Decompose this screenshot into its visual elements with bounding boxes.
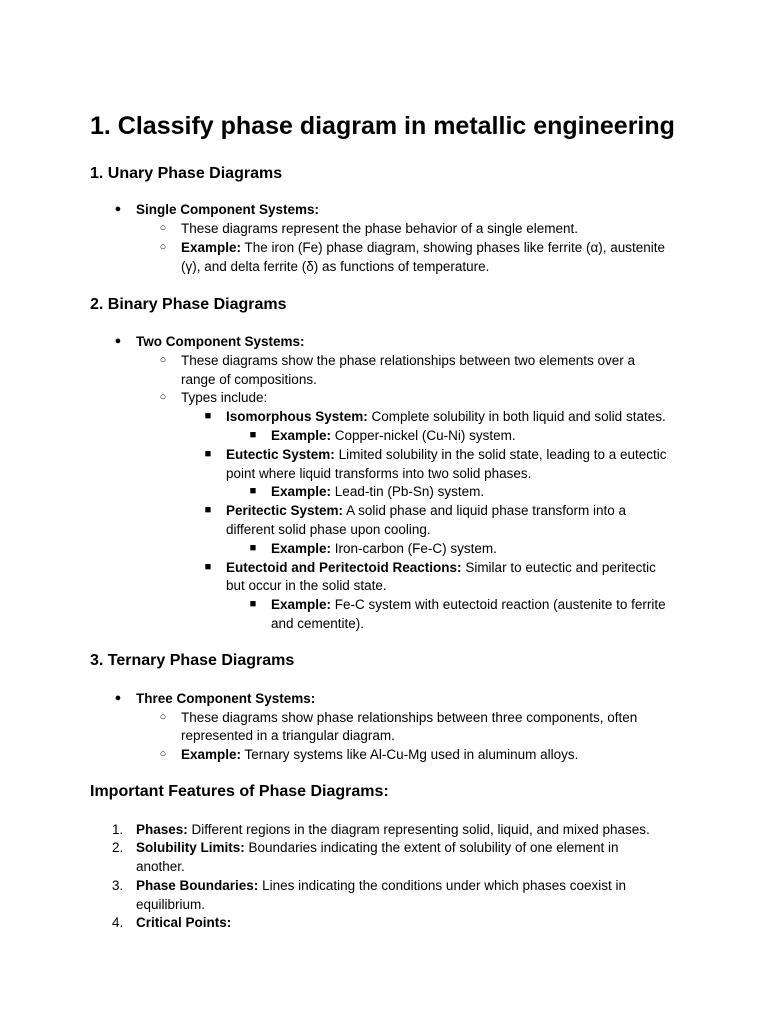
- list-item: Peritectic System: A solid phase and liquid phase transform into a: [226, 503, 627, 518]
- list-item-continuation: another.: [136, 859, 185, 874]
- list-item: Types include:: [181, 390, 268, 405]
- list-item: Example: Lead-tin (Pb-Sn) system.: [271, 484, 485, 499]
- section-heading-unary: 1. Unary Phase Diagrams: [90, 165, 283, 182]
- square-marker: ■: [204, 504, 212, 516]
- square-marker: ■: [249, 542, 257, 554]
- list-item: Single Component Systems:: [136, 202, 320, 217]
- page-title: 1. Classify phase diagram in metallic engineering: [90, 112, 675, 140]
- list-item-continuation: equilibrium.: [136, 897, 206, 912]
- list-item: Two Component Systems:: [136, 334, 305, 349]
- circle-marker: ○: [159, 241, 167, 253]
- square-marker: ■: [249, 598, 257, 610]
- list-item-continuation: and cementite).: [271, 616, 365, 631]
- square-marker: ■: [204, 561, 212, 573]
- list-item-continuation: point where liquid transforms into two solid phases.: [226, 466, 532, 481]
- circle-marker: ○: [159, 354, 167, 366]
- list-item: Critical Points:: [136, 915, 232, 930]
- list-item-continuation: (γ), and delta ferrite (δ) as functions of temperature.: [181, 259, 490, 274]
- section-heading-ternary: 3. Ternary Phase Diagrams: [90, 652, 295, 669]
- list-item-continuation: range of compositions.: [181, 372, 317, 387]
- list-item-continuation: but occur in the solid state.: [226, 578, 387, 593]
- list-item: These diagrams show phase relationships between three components, often: [181, 710, 638, 725]
- square-marker: ■: [204, 410, 212, 422]
- list-item: Isomorphous System: Complete solubility in both liquid and solid states.: [226, 409, 666, 424]
- circle-marker: ○: [159, 711, 167, 723]
- circle-marker: ○: [159, 391, 167, 403]
- square-marker: ■: [204, 448, 212, 460]
- list-item: These diagrams show the phase relationships between two elements over a: [181, 353, 636, 368]
- section-heading-binary: 2. Binary Phase Diagrams: [90, 296, 287, 313]
- list-item: Three Component Systems:: [136, 691, 316, 706]
- circle-marker: ○: [159, 748, 167, 760]
- list-item: Example: Iron-carbon (Fe-C) system.: [271, 541, 497, 556]
- list-item: Example: Fe-C system with eutectoid reaction (austenite to ferrite: [271, 597, 666, 612]
- circle-marker: ○: [159, 222, 167, 234]
- list-item: These diagrams represent the phase behavior of a single element.: [181, 221, 578, 236]
- list-item: Phases: Different regions in the diagram representing solid, liquid, and mixed phases.: [136, 822, 650, 837]
- list-item: Eutectoid and Peritectoid Reactions: Similar to eutectic and peritectic: [226, 560, 656, 575]
- square-marker: ■: [249, 429, 257, 441]
- list-item: Example: Ternary systems like Al-Cu-Mg used in aluminum alloys.: [181, 747, 579, 762]
- list-number: 1.: [112, 822, 124, 837]
- list-item: Solubility Limits: Boundaries indicating the extent of solubility of one element in: [136, 840, 619, 855]
- list-item: Eutectic System: Limited solubility in the solid state, leading to a eutectic: [226, 447, 667, 462]
- list-number: 4.: [112, 915, 124, 930]
- square-marker: ■: [249, 485, 257, 497]
- list-number: 2.: [112, 840, 124, 855]
- list-item: Example: The iron (Fe) phase diagram, showing phases like ferrite (α), austenite: [181, 240, 666, 255]
- list-number: 3.: [112, 878, 124, 893]
- list-item-continuation: different solid phase upon cooling.: [226, 522, 431, 537]
- features-heading: Important Features of Phase Diagrams:: [90, 783, 389, 800]
- list-item: Example: Copper-nickel (Cu-Ni) system.: [271, 428, 516, 443]
- list-item: Phase Boundaries: Lines indicating the conditions under which phases coexist in: [136, 878, 627, 893]
- list-item-continuation: represented in a triangular diagram.: [181, 728, 395, 743]
- bullet-marker: ●: [114, 692, 122, 704]
- bullet-marker: ●: [114, 203, 122, 215]
- bullet-marker: ●: [114, 335, 122, 347]
